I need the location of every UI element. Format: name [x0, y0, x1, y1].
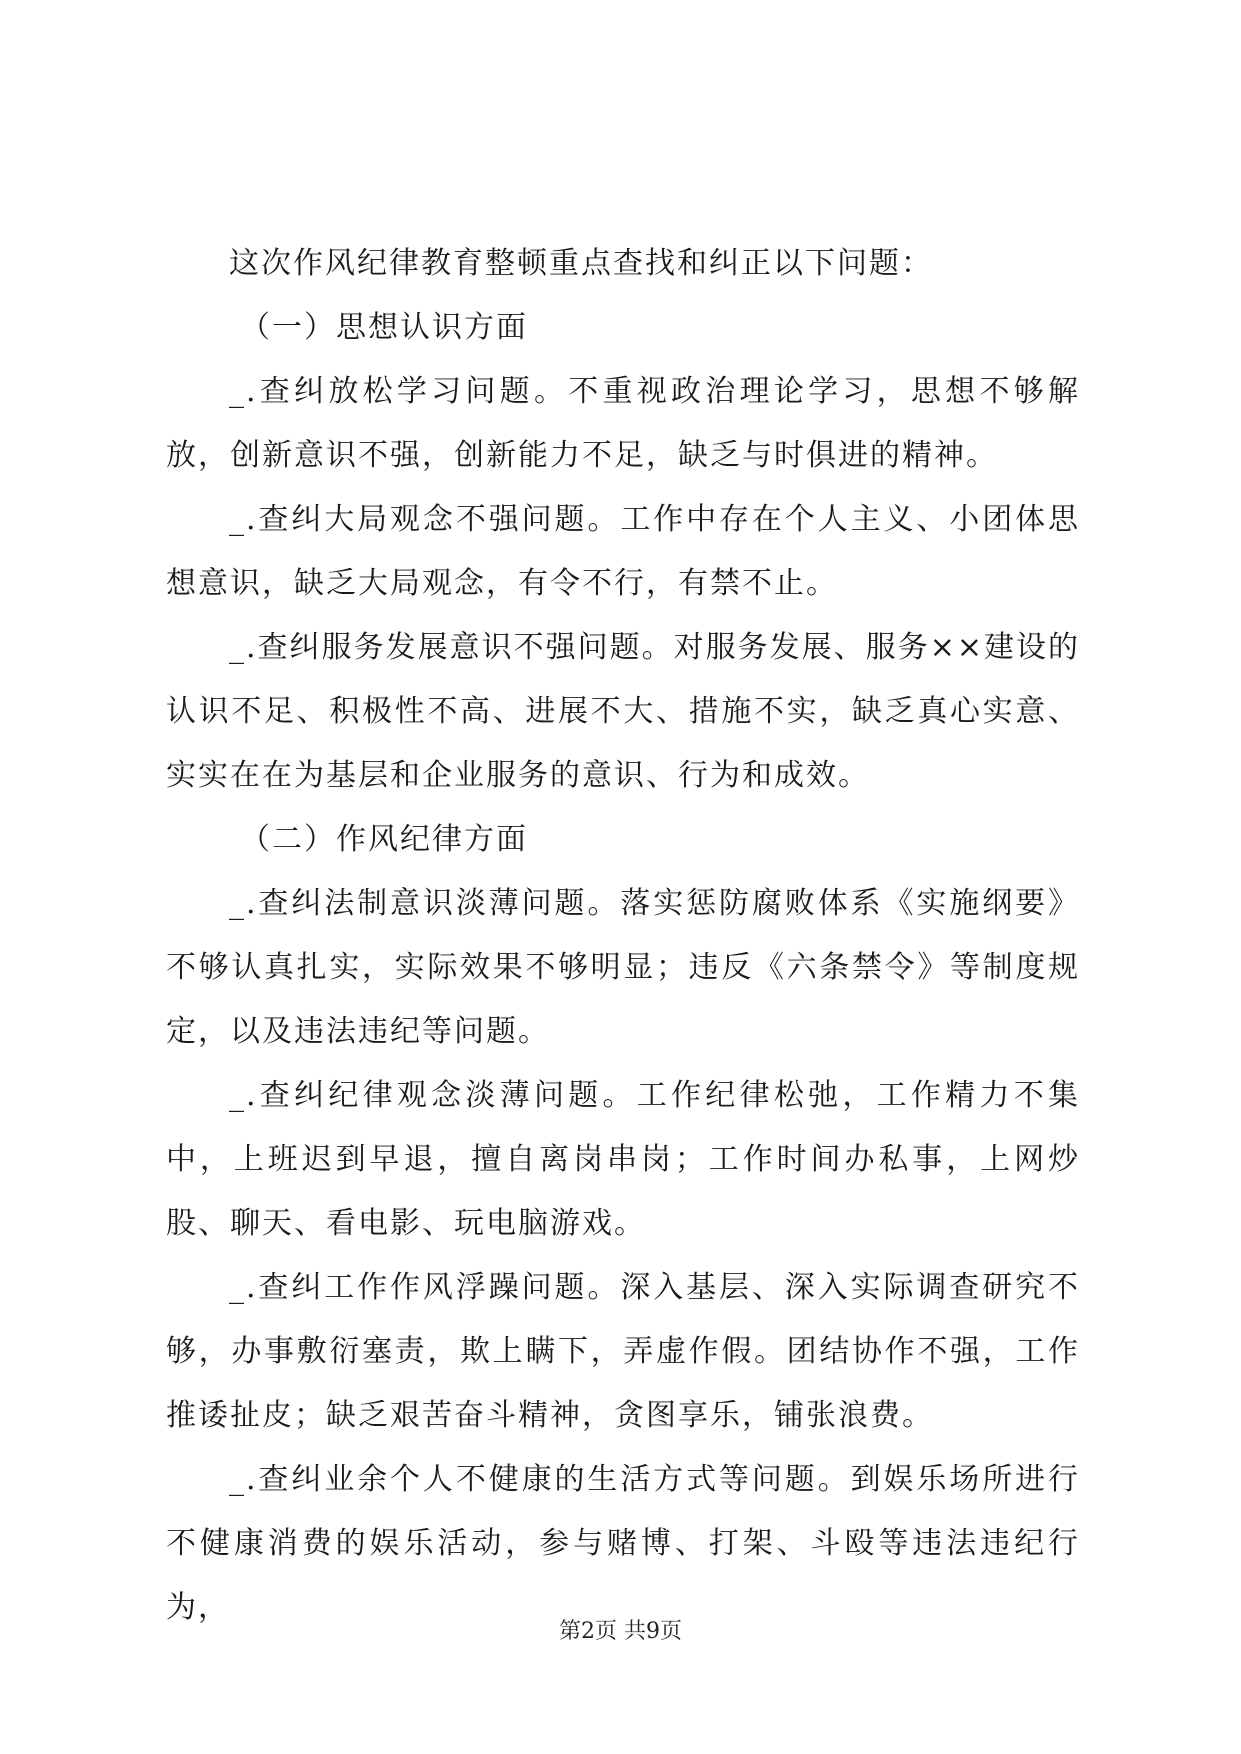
item-paragraph: _.查纠放松学习问题。不重视政治理论学习，思想不够解放，创新意识不强，创新能力不足，缺乏与时俱进的精神。 — [166, 374, 1080, 473]
item-paragraph: _.查纠工作作风浮躁问题。深入基层、深入实际调查研究不够，办事敷衍塞责，欺上瞒下，弄虚作假。团结协作不强，工作推诿扯皮；缺乏艰苦奋斗精神，贪图享乐，铺张浪费。 — [166, 1270, 1080, 1433]
item-paragraph: _.查纠服务发展意识不强问题。对服务发展、服务××建设的认识不足、积极性不高、进展不大、措施不实，缺乏真心实意、实实在在为基层和企业服务的意识、行为和成效。 — [166, 630, 1080, 793]
document-body — [166, 232, 1080, 1640]
section-heading-1: （一）思想认识方面 — [240, 310, 528, 345]
intro-paragraph: 这次作风纪律教育整顿重点查找和纠正以下问题： — [229, 246, 933, 281]
page-footer: 第2页 共9页 — [559, 1619, 682, 1644]
item-paragraph: _.查纠业余个人不健康的生活方式等问题。到娱乐场所进行不健康消费的娱乐活动，参与赌博、打架、斗殴等违法违纪行为， — [166, 1462, 1080, 1625]
item-paragraph: _.查纠纪律观念淡薄问题。工作纪律松弛，工作精力不集中，上班迟到早退，擅自离岗串岗；工作时间办私事，上网炒股、聊天、看电影、玩电脑游戏。 — [166, 1078, 1080, 1241]
item-paragraph: _.查纠法制意识淡薄问题。落实惩防腐败体系《实施纲要》不够认真扎实，实际效果不够明显；违反《六条禁令》等制度规定，以及违法违纪等问题。 — [166, 886, 1080, 1049]
section-heading-2: （二）作风纪律方面 — [240, 822, 528, 857]
item-paragraph: _.查纠大局观念不强问题。工作中存在个人主义、小团体思想意识，缺乏大局观念，有令不行，有禁不止。 — [166, 502, 1080, 601]
